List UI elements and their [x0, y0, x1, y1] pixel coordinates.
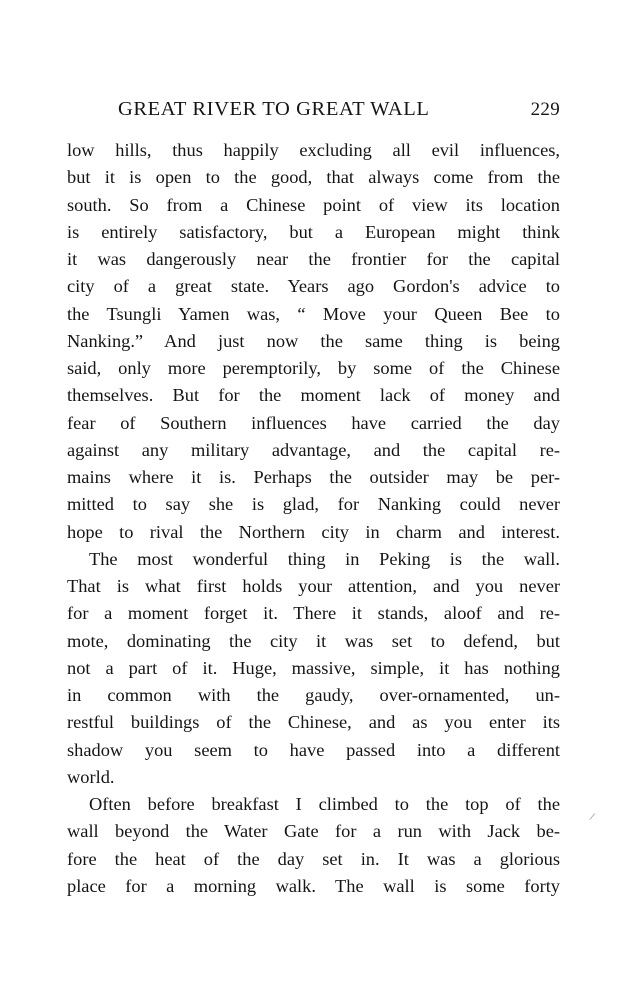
text-line: said, only more peremptorily, by some of the Chinese: [67, 358, 560, 378]
text-line: for a moment forget it. There it stands, aloof and re-: [67, 603, 560, 624]
text-line: That is what first holds your attention, and you never: [67, 576, 560, 596]
text-line: world.: [67, 766, 115, 787]
text-line: low hills, thus happily excluding all evil influences,: [67, 140, 560, 160]
running-head: [118, 98, 563, 128]
text-line: wall beyond the Water Gate for a run with Jack be-: [67, 821, 560, 842]
text-line: mote, dominating the city it was set to defend, but: [67, 630, 560, 651]
text-line: fore the heat of the day set in. It was a glorious: [67, 848, 560, 869]
text-line: Nanking.” And just now the same thing is being: [67, 330, 560, 351]
text-line: is entirely satisfactory, but a European might think: [67, 221, 560, 242]
text-line: south. So from a Chinese point of view its location: [67, 194, 560, 215]
text-line: not a part of it. Huge, massive, simple, it has nothing: [67, 657, 560, 678]
text-line: restful buildings of the Chinese, and as you enter its: [67, 712, 560, 733]
paragraph-2: [67, 546, 560, 791]
running-title: GREAT RIVER TO GREAT WALL: [118, 98, 430, 120]
text-line: shadow you seem to have passed into a different: [67, 739, 560, 760]
text-line: hope to rival the Northern city in charm and interest.: [67, 521, 560, 542]
text-line: place for a morning walk. The wall is some forty: [67, 875, 560, 896]
page-number: 229: [530, 99, 560, 120]
text-line: city of a great state. Years ago Gordon's advice to: [67, 276, 560, 297]
text-line: the Tsungli Yamen was, “ Move your Queen Bee to: [67, 303, 560, 324]
text-line: mains where it is. Perhaps the outsider may be per-: [67, 467, 560, 487]
text-line: in common with the gaudy, over-ornamented, un-: [67, 685, 560, 705]
text-line: it was dangerously near the frontier for the capital: [67, 249, 560, 269]
text-line: fear of Southern influences have carried the day: [67, 412, 560, 433]
body-text: [67, 137, 560, 900]
paragraph-1: [67, 137, 560, 546]
text-line: but it is open to the good, that always come from the: [67, 167, 560, 188]
text-line: themselves. But for the moment lack of money and: [67, 385, 560, 406]
text-line: Often before breakfast I climbed to the top of the: [89, 794, 560, 814]
text-line: The most wonderful thing in Peking is the wall.: [89, 548, 560, 569]
stray-ink-mark: /: [588, 811, 596, 824]
paragraph-3: [67, 791, 560, 900]
text-line: against any military advantage, and the capital re-: [67, 439, 560, 460]
text-line: mitted to say she is glad, for Nanking could never: [67, 494, 560, 515]
